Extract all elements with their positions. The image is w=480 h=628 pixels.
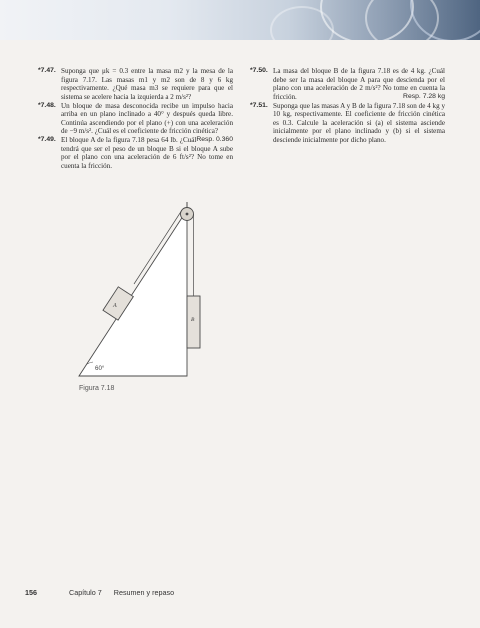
problem-7-51 [250,102,445,145]
problem-text: El bloque A de la figura 7.18 pesa 64 lb. ¿Cuál tendrá que ser el peso de un bloque B si el bloque A sube por el plano con una aceleración de 6 ft/s²? No tome en cuenta la fricción. [61,136,233,171]
block-a-label: A [113,303,117,309]
problem-text: Suponga que las masas A y B de la figura 7.18 son de 4 kg y 10 kg, respectivamente. El coeficiente de fricción cinética es 0.3. Calcule la aceleración si (a) el sistema asciende inicialmente por el plano inclinado y (b) si el sistema desciende inicialmente por dicho plano. [273,101,445,144]
problem-number: *7.50. [250,67,268,74]
page-number: 156 [25,588,37,597]
problem-answer: Resp. 7.28 kg [403,92,445,100]
problem-number: *7.48. [38,101,56,109]
problem-text: La masa del bloque B de la figura 7.18 es de 4 kg. ¿Cuál debe ser la masa del bloque A para que descienda por el plano con una aceleración de 2 m/s²? No tome en cuenta la fricción. [273,67,445,101]
problem-7-49 [38,136,233,170]
problems-left-column [38,67,233,171]
inclined-plane [79,210,187,376]
figure-caption: Figura 7.18 [79,385,115,392]
problem-number: *7.51. [250,101,268,109]
block-b-label: B [191,317,195,323]
chapter-label: Capítulo 7 [69,588,102,597]
problem-text: Un bloque de masa desconocida recibe un impulso hacia arriba en un plano inclinado a 40° y después queda libre. Continúa ascendiendo por el plano (+) con una aceleración de −9 m/s². ¿Cuál es el coeficiente de fricción cinética? [61,101,233,136]
problem-7-47 [38,67,233,101]
angle-label: 60° [95,365,105,372]
problem-answer: Resp. 0.360 [196,135,233,143]
page-footer [25,588,174,597]
decorative-header-banner [0,0,480,40]
incline-pulley-figure [75,196,225,386]
section-label: Resumen y repaso [113,588,175,597]
problem-text: Suponga que μk = 0.3 entre la masa m2 y la mesa de la figura 7.17. Las masas m1 y m2 son de 8 y 6 kg respectivamente. ¿Qué masa m3 se requiere para que el sistema se acelere hacia la izquierda a 2 m/s²? [61,67,233,101]
problems-right-column [250,67,445,145]
problem-7-50 [250,67,445,101]
pulley-axle [186,213,189,216]
problem-number: *7.49. [38,136,56,144]
problem-number: *7.47. [38,67,56,74]
